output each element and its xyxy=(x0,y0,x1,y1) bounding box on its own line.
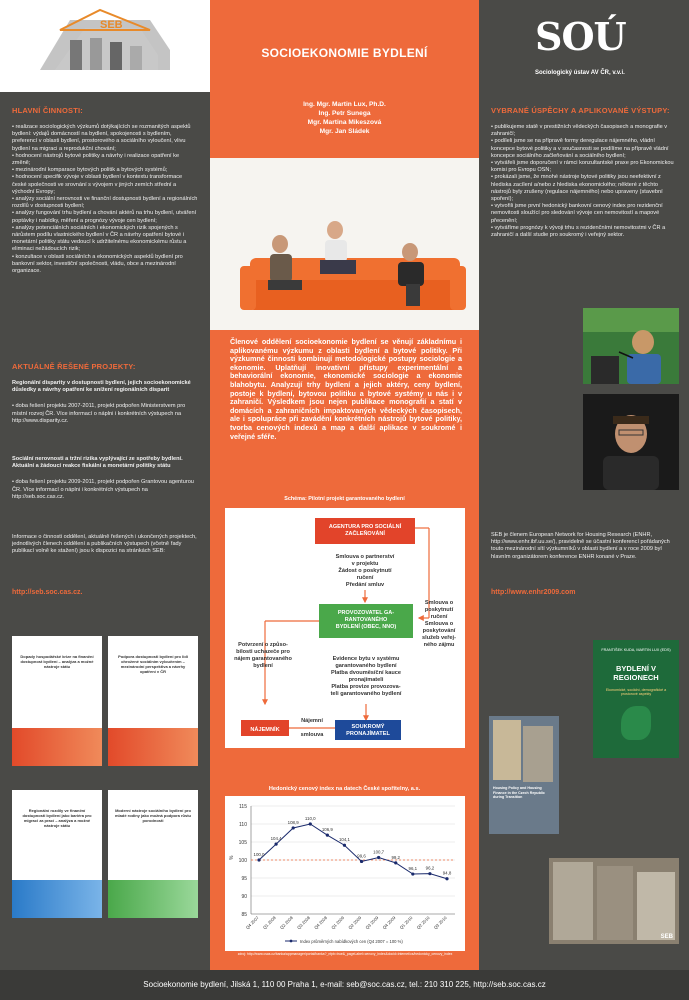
activity-item: • analýzy fungování trhu bydlení a chování aktérů na trhu bydlení, utváření poptávky i nabídky, měření a prognózy vývoje cen bydlení; xyxy=(12,210,197,224)
book-authors: FRANTIŠEK KUDA, MARTIN LUX (EDS) xyxy=(601,648,671,652)
price-index-chart xyxy=(225,796,465,951)
activity-item: • konzultace v oblasti sociálních a ekonomických aspektů bydlení pro bankovní sektor, investiční společnosti, vládu, obce a mezinárodní organizace. xyxy=(12,253,183,275)
enhr-link[interactable]: http://www.enhr2009.com xyxy=(491,589,576,596)
author-item: Mgr. Martina Mikeszová xyxy=(307,119,382,126)
data-label: 99,6 xyxy=(357,853,366,859)
activity-item: • analýzy potenciálních sociálních i ekonomických rizik spojených s nárůstem podílu vlastnického bydlení v ČR a návrhy opatření bytové i monetární politiky státu vedoucí k udržitelnému ekonomickému růstu a eliminaci nežádoucích rizik; xyxy=(12,224,187,253)
x-tick-label: Q3 2008 xyxy=(296,915,311,931)
author-item: Ing. Petr Sunega xyxy=(318,110,371,117)
y-tick-label: 100 xyxy=(238,858,247,864)
page-title: SOCIOEKONOMIE BYDLENÍ xyxy=(261,46,428,60)
provider-text: Evidence bytu v systému garantovaného bydlení Platba dvouměsíční kauce pronajímateli Platba provize provozova-teli garantovaného bydlení xyxy=(330,656,402,697)
data-point xyxy=(445,877,448,880)
y-tick-label: 95 xyxy=(241,876,247,882)
provider-box-label: PROVOZOVATEL GA-RANTOVANÉHO BYDLENÍ (OBEC, NNO) xyxy=(335,610,397,630)
sou-logo-area xyxy=(479,0,689,92)
result-item: • podíleli jsme se na přípravě formy deregulace nájemného, vládní koncepce bytové politiky a v současnosti se podílíme na přípravě vládní koncepce sociálního začleňování a sociálního bydlení; xyxy=(491,138,669,159)
landlord-box-label: SOUKROMÝ PRONAJÍMATEL xyxy=(346,724,390,737)
seb-link[interactable]: http://seb.soc.cas.cz. xyxy=(12,589,83,596)
price-index-chart-svg xyxy=(225,796,465,951)
result-item: • vytváříme prognózy k vývoji trhu s rezidenčními nemovitostmi v ČR a zahraničí a další studie pro soukromý i veřejný sektor. xyxy=(491,224,666,239)
y-tick-label: 110 xyxy=(239,822,247,828)
index-line xyxy=(259,824,447,879)
lease-text: Nájemní smlouva xyxy=(300,718,324,738)
project-1-text: • doba řešení projektu 2007-2011, projekt podpořen Ministerstvem pro místní rozvoj ČR. Více informací o náplni i konkrétních výstupech na http://www.disparity.cz. xyxy=(12,403,186,424)
book-2-title: Podpora dostupnosti bydlení pro lidi ohrožené sociálním vyloučením – mezinárodní perspektiva a návrhy opatření v ČR xyxy=(118,654,188,674)
right-column xyxy=(479,0,689,970)
results-list xyxy=(491,124,677,239)
book-housing-policy xyxy=(489,716,559,834)
project-2-text: • doba řešení projektu 2009-2011, projekt podpořen Grantovou agenturou ČR. Více informací o náplni i konkrétních výstupech na http://seb.soc.cas.cz. xyxy=(12,479,194,500)
y-tick-label: 90 xyxy=(241,894,247,900)
project-2-title: Sociální nerovnosti a tržní rizika vyplývající ze spotřeby bydlení. Aktuální a žádoucí reakce fiskální a monetární politiky státu xyxy=(12,456,183,470)
data-label: 100,0 xyxy=(253,852,265,857)
x-tick-label: Q4 2009 xyxy=(381,915,397,931)
x-tick-label: Q4 2008 xyxy=(313,915,329,931)
book-cover-2 xyxy=(108,636,198,766)
x-tick-label: Q2 2009 xyxy=(347,915,363,931)
data-point xyxy=(377,856,380,859)
book-3-title: Regionální rozdíly ve finanční dostupnosti bydlení jako bariéra pro migraci za prací – analýza a možné nástroje státu xyxy=(22,808,92,828)
activity-item: • mezinárodní komparace bytových politik a bytových systémů; xyxy=(12,167,168,174)
seb-logo-area xyxy=(0,0,210,92)
x-tick-label: Q4 2007 xyxy=(244,915,260,931)
x-tick-label: Q3 2010 xyxy=(432,915,448,931)
result-item: • publikujeme statě v prestižních vědeckých časopisech a monografie v zahraničí; xyxy=(491,124,668,138)
book-cover-4 xyxy=(108,790,198,918)
x-tick-label: Q1 2010 xyxy=(398,915,414,931)
portrait-photo xyxy=(583,394,679,490)
data-label: 110,0 xyxy=(304,816,316,821)
info-text: Informace o činnosti oddělení, aktuálně řešených i ukončených projektech, jednotlivých členech oddělení a publikačních výstupech (včetně řady publikací volně ke stažení) jsou k dispozici na stránkách SEB: xyxy=(12,534,197,555)
data-label: 104,4 xyxy=(270,836,282,842)
data-label: 96,1 xyxy=(408,866,418,872)
projects-title: AKTUÁLNĚ ŘEŠENÉ PROJEKTY: xyxy=(12,362,136,371)
y-axis-label: % xyxy=(229,855,235,860)
agency-box-label: AGENTURA PRO SOCIÁLNÍ ZAČLEŇOVÁNÍ xyxy=(328,524,402,537)
data-point xyxy=(309,822,312,825)
seb-logo-icon xyxy=(0,0,210,92)
activity-item: • analýzy sociální nerovnosti ve finanční dostupnosti bydlení a regionálních rozdílů v dostupnosti bydlení; xyxy=(12,196,198,210)
left-column xyxy=(0,0,210,970)
sou-logo-icon: SOÚ xyxy=(535,14,626,59)
legend-marker xyxy=(290,940,293,943)
result-item: • prokázali jsme, že mnohé nástroje bytové politiky jsou neefektivní z hlediska zacílení a/nebo z hlediska ekonomického; některé z těchto nástrojů byly zrušeny (regulace nájemného) nebo upraveny (stavební spoření); xyxy=(491,174,663,203)
data-point xyxy=(292,826,295,829)
y-tick-label: 85 xyxy=(241,912,247,918)
results-title: VYBRANÉ ÚSPĚCHY A APLIKOVANÉ VÝSTUPY: xyxy=(491,106,670,115)
book-seb-cover xyxy=(549,858,679,944)
activity-item: • hodnocení nástrojů bytové politiky a návrhy i realizace opatření ke změně; xyxy=(12,152,180,167)
data-label: 100,7 xyxy=(373,849,385,855)
data-point xyxy=(360,860,363,863)
x-tick-label: Q3 2009 xyxy=(364,915,380,931)
enhr-text: SEB je členem European Network for Housing Research (ENHR, http://www.enhr.ibf.uu.se/), pravidelně se účastní konferencí pořádaných touto mezinárodní sítí výzkumníků v oblasti bydlení a v roce 2009 byl hlavním organizátorem konference ENHR konané v Praze. xyxy=(491,532,670,560)
team-photo xyxy=(210,158,479,330)
map-icon xyxy=(621,706,651,740)
activities-title: HLAVNÍ ČINNOSTI: xyxy=(12,106,83,115)
book-subtitle: Ekonomické, sociální, demografické a prostorové aspekty xyxy=(605,688,667,696)
schema-title: Schéma: Pilotní projekt garantovaného bydlení xyxy=(284,496,405,502)
data-point xyxy=(274,843,277,846)
data-point xyxy=(394,861,397,864)
authors-list xyxy=(210,100,479,136)
result-item: • vytvořili jsme první hedonický bankovní cenový index pro rezidenční nemovitosti sloužící pro sledování vývoje cen nemovitostí a mapové přecenění; xyxy=(491,203,663,224)
book-bydleni-v-regionech xyxy=(593,640,679,758)
x-tick-label: Q1 2009 xyxy=(330,915,346,931)
author-item: Ing. Mgr. Martin Lux, Ph.D. xyxy=(303,101,386,108)
x-tick-label: Q2 2008 xyxy=(278,915,294,931)
data-point xyxy=(428,872,431,875)
x-tick-label: Q2 2010 xyxy=(415,915,431,931)
center-body-text: Členové oddělení socioekonomie bydlení se věnují základnímu i aplikovanému výzkumu z oblasti bydlení a bytové politiky. Při výzkumné činnosti kombinují metodologické postupy sociologie a ekonomie. Uplatňují inovativní přístupy experimentální a behaviorální ekonomie, ekonomické sociologie a ekonomie blahobytu. Analyzují trhy bydlení a jejich aktéry, ceny bydlení, postoje k bydlení, bytovou politiku a bytové systémy u nás i v zahraničí. Výsledkem jsou nejen publikace monografií a statí v domácích a zahraničních impaktovaných vědeckých časopisech, ale i spolupráce při zavádění konkrétních nástrojů bytové politiky, tvorba cenových indexů a map a další aplikace v soukromé i veřejné sféře. xyxy=(230,337,462,441)
tenant-box-label: NÁJEMNÍK xyxy=(250,727,280,733)
book-title: BYDLENÍ V REGIONECH xyxy=(613,664,659,682)
center-column xyxy=(210,0,479,970)
data-label: 99,2 xyxy=(391,854,401,860)
book-1-title: Dopady hospodářské krize na finanční dostupnost bydlení – analýza a možné nástroje státu xyxy=(20,654,94,669)
author-item: Mgr. Jan Sládek xyxy=(319,128,370,135)
left-eligibility-text: Potvrzení o způso-bilosti uchazeče pro nájem garantovaného bydlení xyxy=(234,642,292,669)
activities-list xyxy=(12,124,198,275)
book-cover-3 xyxy=(12,790,102,918)
right-contract-text: Smlouva o poskytnutí ručení Smlouva o poskytování služeb veřej-ného zájmu xyxy=(422,600,456,648)
legend-label: Index průměrných nabídkových cen (Q4 2007 = 100 %) xyxy=(300,939,403,944)
project-1-title: Regionální disparity v dostupnosti bydlení, jejich socioekonomické důsledky a návrhy opatření ke snížení regionálních disparit xyxy=(12,380,191,394)
activity-item: • realizace sociologických výzkumů dotýkajících se rozmanitých aspektů bydlení: výdajů domácností na bydlení, spokojenosti s bydlením, preferencí v oblasti bydlení, prostorového a sociálního vyloučení, vlivu bydlení na migraci a reprodukční chování; xyxy=(12,124,191,152)
chart-title: Hedonický cenový index na datech České spořitelny, a.s. xyxy=(268,786,421,792)
speaker-photo xyxy=(583,308,679,384)
data-point xyxy=(343,844,346,847)
data-point xyxy=(411,872,414,875)
data-point xyxy=(257,858,260,861)
data-label: 94,8 xyxy=(442,870,452,876)
landlord-box xyxy=(335,720,401,740)
book-cover-1 xyxy=(12,636,102,766)
project-2 xyxy=(12,456,198,501)
y-tick-label: 115 xyxy=(239,804,247,810)
housing-diagram xyxy=(225,508,465,748)
data-label: 108,9 xyxy=(287,819,299,825)
data-label: 106,9 xyxy=(321,827,333,833)
activity-item: • hodnocení specifik vývoje v oblasti bydlení v kontextu transformace české společnosti ve srovnání s vývojem v jiných zemích střední a východní Evropy; xyxy=(12,174,183,195)
svg-text:SEB: SEB xyxy=(100,19,123,31)
data-point xyxy=(326,834,329,837)
data-label: 104,1 xyxy=(338,837,350,843)
project-1 xyxy=(12,380,198,425)
agency-text: Smlouva o partnerství v projektu Žádost o poskytnutí ručení Předání smluv xyxy=(335,554,395,588)
data-label: 96,2 xyxy=(425,865,435,871)
book-4-title: Moderní nástroje sociálního bydlení pro mladé rodiny jako možná podpora růstu porodnosti xyxy=(114,808,191,823)
x-tick-label: Q1 2008 xyxy=(261,915,277,931)
chart-source-note: zdroj: http://www.csas.cz/banka/appmanager/portal/banka?_nfpb=true&_pageLabel=cenovy_index&docid=internet/cs/hedonicky_cenovy_index xyxy=(237,952,453,956)
y-tick-label: 105 xyxy=(238,840,247,846)
book-2-title: Housing Policy and Housing Finance in the Czech Republic during Transition xyxy=(493,786,545,800)
footer: Socioekonomie bydlení, Jilská 1, 110 00 Praha 1, e-mail: seb@soc.cas.cz, tel.: 210 310 225, http://seb.soc.cas.cz xyxy=(0,970,689,1000)
book-3-label: SEB xyxy=(660,934,673,940)
sou-logo-subtitle: Sociologický ústav AV ČR, v.v.i. xyxy=(535,70,625,76)
result-item: • vytvářeli jsme doporučení v rámci konzultantské praxe pro Ekonomickou komisi pro Evropu OSN; xyxy=(491,160,674,174)
